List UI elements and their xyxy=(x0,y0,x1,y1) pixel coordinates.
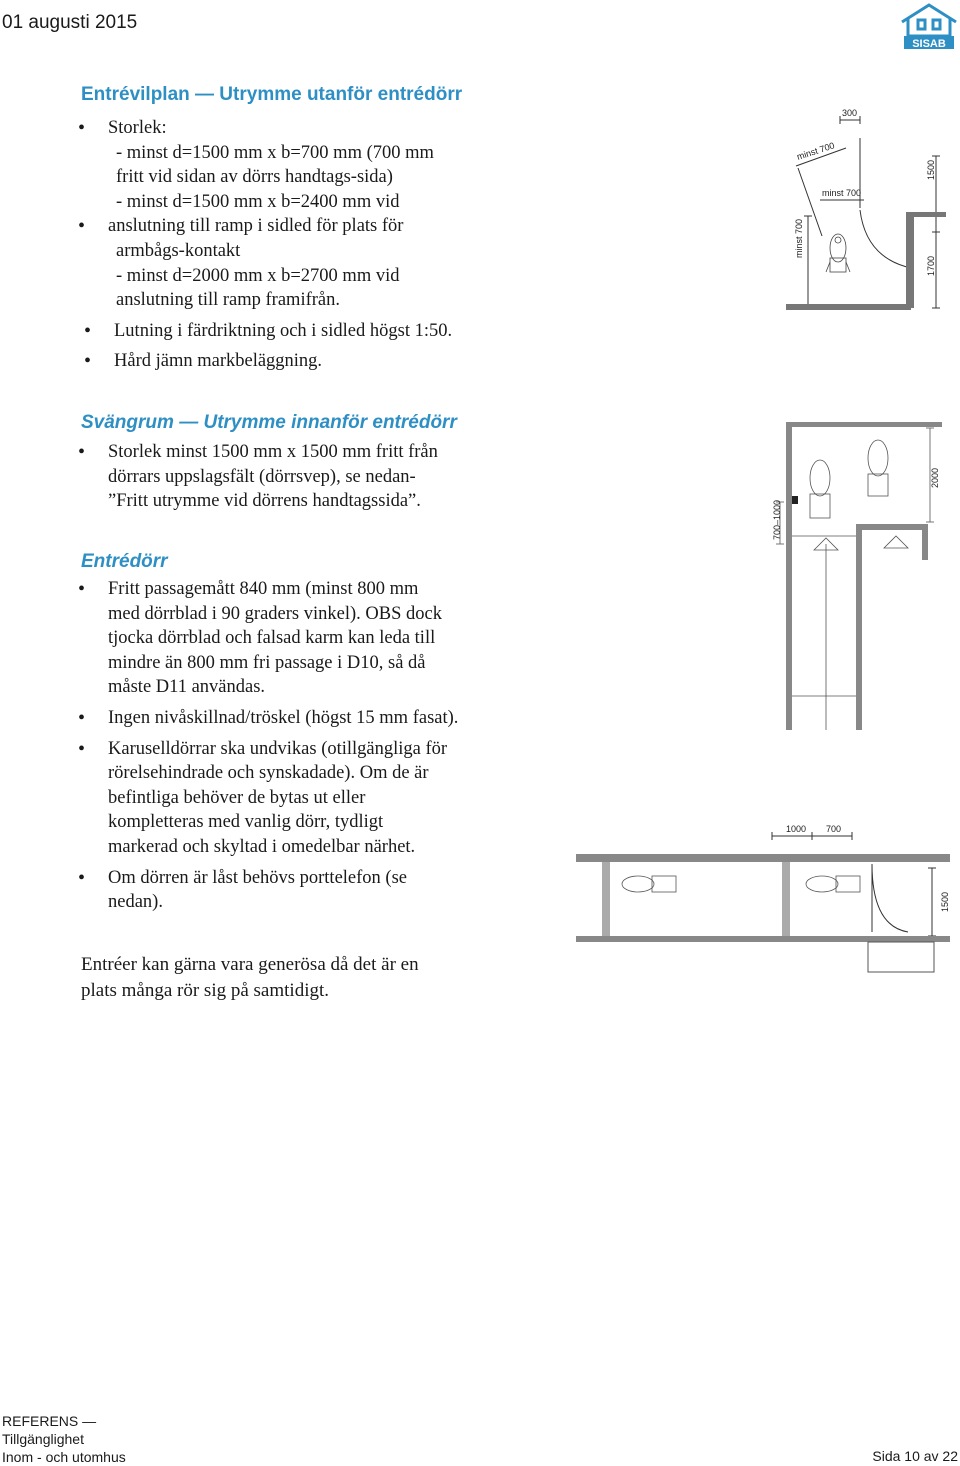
fig-label: minst 700 xyxy=(795,140,836,162)
list-item: måste D11 användas. xyxy=(108,677,266,698)
logo-text: SISAB xyxy=(912,38,946,50)
footer-line: REFERENS — xyxy=(2,1413,97,1429)
door-passage-plan-figure xyxy=(572,820,956,998)
fig-label: 2000 xyxy=(930,467,940,488)
list-item: mindre än 800 mm fri passage i D10, så då xyxy=(108,652,426,673)
list-item: - minst d=2000 mm x b=2700 mm vid xyxy=(116,265,400,286)
list-item: • Karuselldörrar ska undvikas (otillgängliga för xyxy=(108,737,458,762)
list-item: kompletteras med vanlig dörr, tydligt xyxy=(108,812,384,833)
fig-label: 1000 xyxy=(786,824,807,834)
section-heading-entrance-door: Entrédörr xyxy=(81,551,168,572)
turning-space-list xyxy=(108,440,438,514)
section-heading-outside-entrance: Entrévilplan — Utrymme utanför entrédörr xyxy=(81,84,463,105)
list-item: - minst d=1500 mm x b=700 mm (700 mm xyxy=(116,142,434,163)
outside-entrance-list xyxy=(108,116,452,374)
sisab-house-logo-icon xyxy=(898,2,960,50)
header-date: 01 augusti 2015 xyxy=(2,12,138,33)
list-item: • Lutning i färdriktning och i sidled högst 1:50. xyxy=(114,319,452,344)
fig-label: 1500 xyxy=(940,891,950,912)
list-item: befintliga behöver de bytas ut eller xyxy=(108,787,366,808)
list-item: fritt vid sidan av dörrs handtags-sida) xyxy=(116,167,393,188)
outside-entrance-plan-figure xyxy=(786,108,960,310)
list-item: • Fritt passagemått 840 mm (minst 800 mm xyxy=(108,577,458,602)
fig-label: 1500 xyxy=(926,159,936,180)
list-item: med dörrblad i 90 graders vinkel). OBS dock xyxy=(108,603,442,624)
footer-reference xyxy=(2,1412,126,1466)
fig-label: 1700 xyxy=(926,255,936,276)
list-item: armbågs-kontakt xyxy=(116,240,241,261)
turning-space-figure xyxy=(772,418,950,733)
closing-line: Entréer kan gärna vara generösa då det är en xyxy=(81,954,419,975)
list-item: rörelsehindrade och synskadade). Om de är xyxy=(108,763,429,784)
list-item: tjocka dörrblad och falsad karm kan leda till xyxy=(108,628,436,649)
fig-label: minst 700 xyxy=(794,218,804,258)
list-item: ”Fritt utrymme vid dörrens handtagssida”. xyxy=(108,491,421,512)
page-number: Sida 10 av 22 xyxy=(872,1448,958,1464)
list-item: • Om dörren är låst behövs porttelefon (se xyxy=(108,866,458,891)
footer-line: Inom - och utomhus xyxy=(2,1449,126,1465)
fig-label: 700–1000 xyxy=(772,499,782,540)
list-item: - minst d=1500 mm x b=2400 mm vid xyxy=(116,191,400,212)
list-item: dörrars uppslagsfält (dörrsvep), se nedan- xyxy=(108,466,416,487)
list-item: • Storlek: xyxy=(108,116,452,141)
list-item: • Storlek minst 1500 mm x 1500 mm fritt från xyxy=(108,440,438,465)
footer-line: Tillgänglighet xyxy=(2,1431,84,1447)
list-item: • Ingen nivåskillnad/tröskel (högst 15 mm fasat). xyxy=(108,706,458,731)
closing-line: plats många rör sig på samtidigt. xyxy=(81,979,330,1001)
list-item: markerad och skyltad i omedelbar närhet. xyxy=(108,836,416,857)
entrance-door-list xyxy=(108,577,458,915)
fig-label: 700 xyxy=(826,824,842,834)
list-item: nedan). xyxy=(108,892,163,913)
fig-label: 300 xyxy=(842,108,858,118)
list-item: • Hård jämn markbeläggning. xyxy=(114,349,452,374)
fig-label: minst 700 xyxy=(822,188,862,198)
closing-paragraph xyxy=(81,952,419,1003)
list-item: • anslutning till ramp i sidled för plats för xyxy=(108,214,452,239)
list-item: anslutning till ramp framifrån. xyxy=(116,290,340,311)
section-heading-turning-space: Svängrum — Utrymme innanför entrédörr xyxy=(81,412,457,433)
